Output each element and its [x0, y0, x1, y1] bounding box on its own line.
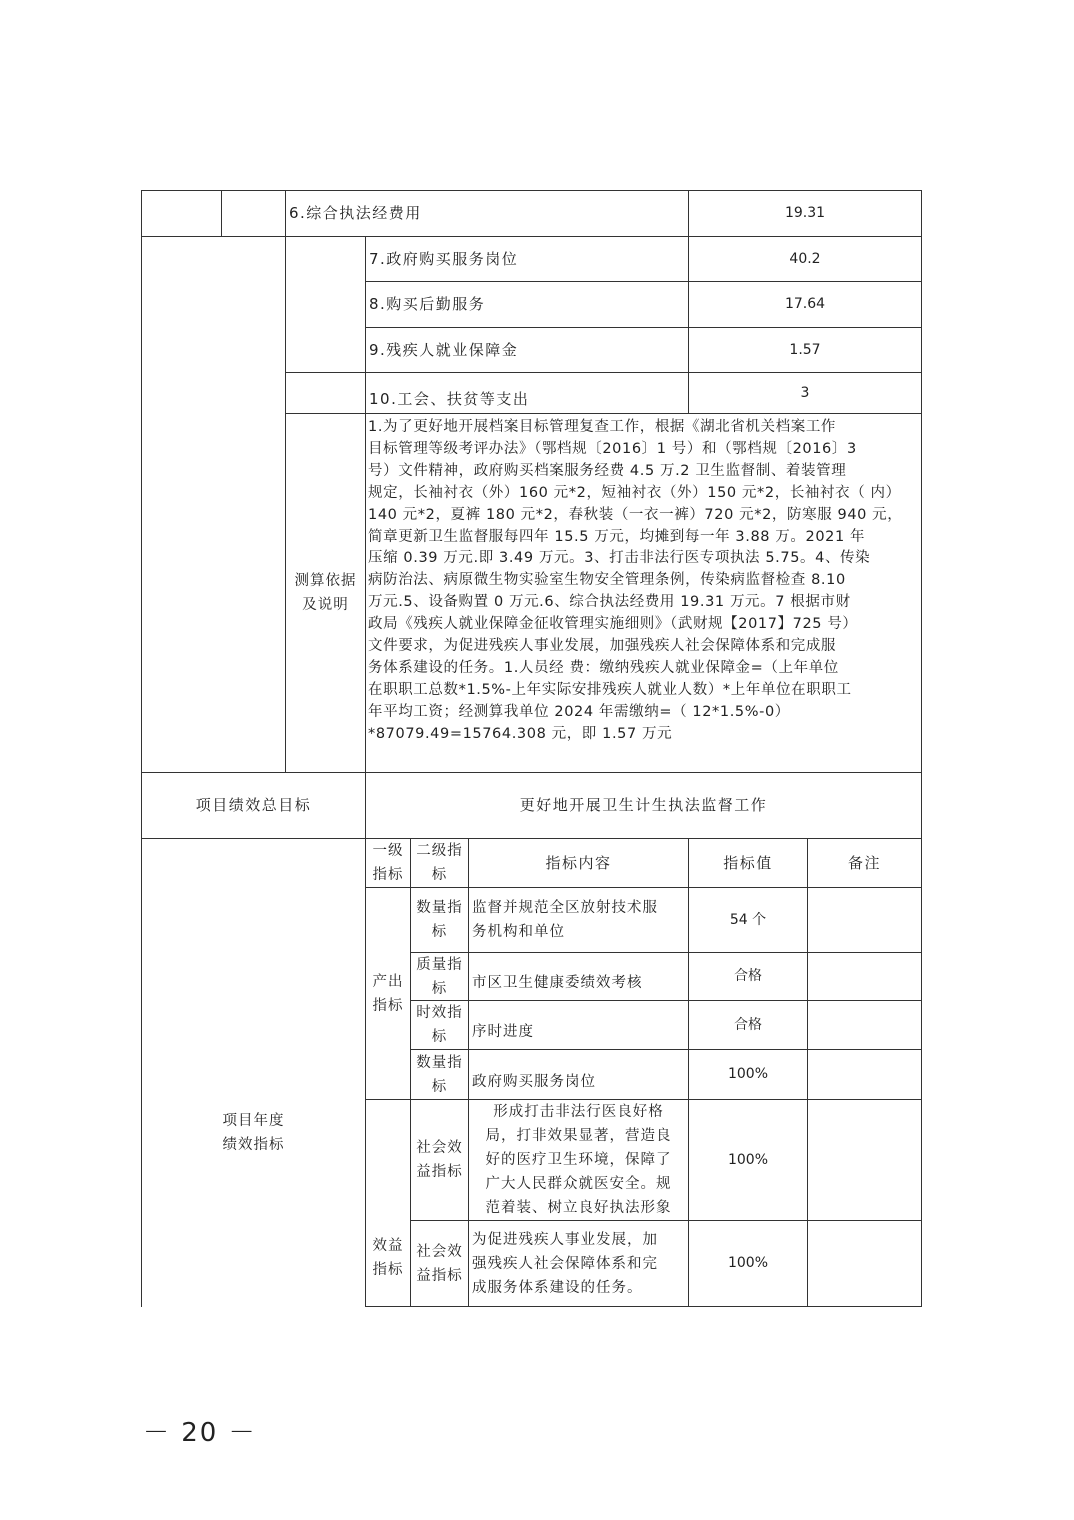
level2-line1: 数量指: [416, 900, 463, 916]
indicator-value: 100%: [727, 1151, 769, 1168]
indicator-level2: [411, 1001, 468, 1049]
level2-line1: 社会效: [416, 1243, 463, 1260]
indicator-value: 合格: [734, 1016, 762, 1033]
indicator-level2: [411, 953, 468, 1000]
indicator-content: [469, 888, 688, 952]
content-line: 强残疾人社会保障体系和完: [472, 1255, 658, 1272]
budget-amount-8: 17.64: [784, 296, 826, 312]
header-content: 指标内容: [545, 853, 612, 872]
level2-line2: 标: [431, 924, 448, 940]
level2-line1: 时效指: [416, 1005, 463, 1021]
content-line: 成服务体系建设的任务。: [472, 1279, 643, 1296]
calc-line: 号）文件精神，政府购买档案服务经费 4.5 万.2 卫生监督制、着装管理: [368, 462, 847, 479]
calc-line: 病防治法、病原微生物实验室生物安全管理条例，传染病监督检查 8.10: [368, 572, 846, 589]
page-number: － 20 －: [143, 1418, 257, 1448]
calc-line: 1.为了更好地开展档案目标管理复查工作，根据《湖北省机关档案工作: [368, 419, 837, 435]
indicator-value: 54 个: [729, 911, 767, 928]
group-benefit-label: [366, 1100, 410, 1306]
header-level2-line1: 二级指: [416, 843, 463, 859]
calc-basis-label-line1: 测算依据: [294, 573, 357, 589]
indicator-content: [469, 1014, 688, 1049]
budget-amount-10: 3: [800, 384, 810, 401]
calc-line: 在职职工总数*1.5%-上年实际安排残疾人就业人数）*上年单位在职职工: [368, 681, 852, 698]
content-line: 序时进度: [472, 1023, 534, 1040]
indicators-label-line2: 绩效指标: [222, 1136, 285, 1153]
group-benefit-line1: 效益: [372, 1238, 404, 1254]
content-line: 为促进残疾人事业发展，加: [472, 1231, 658, 1248]
calc-line: 万元.5、设备购置 0 万元.6、综合执法经费用 19.31 万元。7 根据市财: [368, 594, 851, 611]
header-level1-line2: 指标: [372, 867, 404, 883]
calc-line: 规定，长袖衬衣（外）160 元*2，短袖衬衣（外）150 元*2，长袖衬衣（ 内）: [368, 484, 901, 501]
content-line: 监督并规范全区放射技术服: [472, 900, 658, 916]
content-line: 范着装、树立良好执法形象: [485, 1200, 672, 1216]
calc-basis-label-line2: 及说明: [302, 597, 349, 613]
calc-line: 简章更新卫生监督服每四年 15.5 万元，均摊到每一年 3.88 万。2021 年: [368, 528, 866, 545]
indicator-level2: [411, 1050, 468, 1099]
indicator-level2: [411, 888, 468, 952]
level2-line2: 益指标: [416, 1164, 463, 1180]
content-line: 形成打击非法行医良好格: [493, 1104, 664, 1120]
indicator-value: 100%: [727, 1066, 769, 1082]
indicators-section-label: [142, 839, 365, 1306]
budget-amount-7: 40.2: [789, 250, 821, 267]
header-level2-line2: 标: [431, 867, 448, 883]
indicator-value: 100%: [727, 1255, 769, 1271]
calc-line: *87079.49=15764.308 元，即 1.57 万元: [368, 725, 673, 742]
level2-line1: 数量指: [416, 1054, 463, 1071]
group-output-line2: 指标: [372, 997, 404, 1014]
budget-item-10: 10.工会、扶贫等支出: [369, 389, 530, 408]
indicator-level2: [411, 1221, 468, 1306]
budget-item-7: 7.政府购买服务岗位: [369, 249, 519, 268]
calc-line: 140 元*2，夏裤 180 元*2，春秋装（一衣一裤）720 元*2，防寒服 940 元，: [368, 506, 903, 523]
level2-line2: 标: [431, 980, 448, 997]
level2-line1: 质量指: [416, 956, 463, 973]
indicator-content: [469, 965, 688, 1000]
budget-amount-6: 19.31: [784, 205, 826, 221]
indicator-level2: [411, 1100, 468, 1220]
level2-line1: 社会效: [416, 1140, 463, 1156]
indicator-content: [469, 1064, 688, 1099]
group-benefit-line2: 指标: [372, 1262, 404, 1278]
content-line: 市区卫生健康委绩效考核: [472, 974, 643, 991]
header-level1-line1: 一级: [372, 843, 404, 859]
calc-line: 政局《残疾人就业保障金征收管理实施细则》（武财规【2017】725 号）: [368, 616, 858, 633]
overall-goal-value: 更好地开展卫生计生执法监督工作: [519, 796, 768, 814]
header-level2: [411, 839, 468, 887]
indicator-content: [469, 1100, 688, 1220]
budget-item-6: 6.综合执法经费用: [289, 204, 422, 222]
indicators-label-line1: 项目年度: [222, 1112, 285, 1129]
calc-line: 压缩 0.39 万元.即 3.49 万元。3、打击非法行医专项执法 5.75。4、传染: [368, 550, 871, 567]
level2-line2: 标: [431, 1029, 448, 1045]
content-line: 务机构和单位: [472, 924, 565, 940]
indicator-value: 合格: [734, 968, 762, 984]
calc-line: 年平均工资；经测算我单位 2024 年需缴纳=（ 12*1.5%-0）: [368, 703, 790, 720]
calc-line: 目标管理等级考评办法》（鄂档规〔2016〕1 号）和（鄂档规〔2016〕3: [368, 440, 857, 457]
calc-line: 文件要求，为促进残疾人事业发展，加强残疾人社会保障体系和完成服: [368, 638, 837, 655]
budget-item-9: 9.残疾人就业保障金: [369, 340, 519, 359]
level2-line2: 标: [431, 1078, 448, 1095]
overall-goal-label: 项目绩效总目标: [195, 796, 312, 814]
content-line: 好的医疗卫生环境，保障了: [485, 1152, 672, 1168]
calc-basis-label: [286, 414, 365, 772]
indicator-content: [469, 1221, 688, 1306]
header-level1: [366, 839, 410, 887]
calc-basis-text: [366, 417, 921, 771]
content-line: 广大人民群众就医安全。规: [485, 1176, 672, 1192]
content-line: 局，打非效果显著，营造良: [485, 1128, 672, 1144]
budget-item-8: 8.购买后勤服务: [369, 295, 486, 313]
level2-line2: 益指标: [416, 1267, 463, 1284]
group-output-label: [366, 888, 410, 1099]
group-output-line1: 产出: [372, 973, 404, 990]
header-note: 备注: [847, 853, 881, 872]
header-value: 指标值: [723, 853, 773, 872]
calc-line: 务体系建设的任务。1.人员经 费：缴纳残疾人就业保障金=（上年单位: [368, 659, 839, 676]
budget-amount-9: 1.57: [789, 341, 821, 358]
content-line: 政府购买服务岗位: [472, 1073, 596, 1090]
